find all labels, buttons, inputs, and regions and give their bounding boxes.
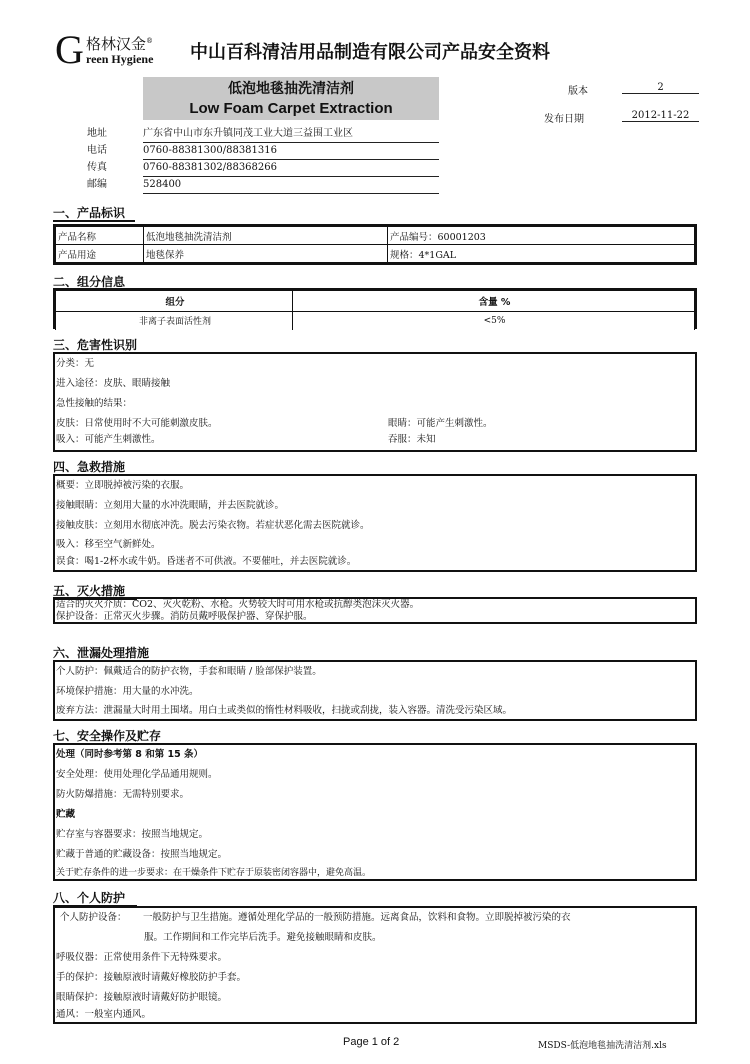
address-value: 广东省中山市东升镇同茂工业大道三益围工业区 — [143, 126, 439, 143]
section-8-title: 八、个人防护 — [53, 891, 137, 907]
text-line: 急性接触的结果： — [56, 398, 133, 409]
text-line: 接触皮肤：立刻用水彻底冲洗。脱去污染衣物。若症状恶化需去医院就诊。 — [56, 520, 370, 531]
text-line: 眼睛保护：接触原液时请戴好防护眼镜。 — [56, 992, 228, 1003]
text-line: 服。工作期间和工作完毕后洗手。避免接触眼睛和皮肤。 — [144, 932, 382, 943]
date-value: 2012-11-22 — [622, 110, 699, 122]
text-line: 呼吸仪器：正常使用条件下无特殊要求。 — [56, 952, 228, 963]
text-line: 安全处理：使用处理化学品通用规则。 — [56, 769, 218, 780]
section-1-title: 一、产品标识 — [53, 206, 135, 222]
table-row — [56, 312, 695, 330]
text-line: 概要：立即脱掉被污染的衣服。 — [56, 480, 190, 491]
hazard-box — [53, 352, 697, 452]
postcode-value: 528400 — [143, 177, 439, 194]
cell: 低泡地毯抽洗清洁剂 — [144, 227, 388, 245]
text-line — [55, 908, 695, 928]
handling-heading: 处理（同时参考第 8 和第 15 条） — [56, 749, 204, 760]
section-3-title: 三、危害性识别 — [53, 338, 151, 354]
section-5-title: 五、灭火措施 — [53, 584, 137, 600]
composition-table — [53, 288, 697, 329]
section-7-title: 七、安全操作及贮存 — [53, 729, 179, 745]
table-row — [56, 291, 695, 312]
postcode-row — [87, 177, 439, 194]
header-cell: 组分 — [56, 291, 293, 312]
cell: 非离子表面活性剂 — [56, 312, 293, 330]
cell: 产品名称 — [56, 227, 144, 245]
first-aid-box — [53, 474, 697, 572]
logo-letter: G — [55, 27, 84, 72]
text-line: 贮藏于普通的贮藏设备：按照当地规定。 — [56, 849, 228, 860]
ppe-text: 一般防护与卫生措施。遵循处理化学品的一般预防措施。远离食品，饮料和食物。立即脱掉被污染的衣 — [143, 912, 571, 923]
version-value: 2 — [622, 82, 699, 94]
storage-heading: 贮藏 — [56, 809, 76, 820]
section-2-title: 二、组分信息 — [53, 275, 151, 291]
product-title-box — [143, 77, 439, 120]
spill-box — [53, 660, 697, 721]
section-4-title: 四、急救措施 — [53, 460, 137, 476]
product-name-cn: 低泡地毯抽洗清洁剂 — [228, 81, 354, 97]
cell: 产品编号：60001203 — [388, 227, 695, 245]
text-line — [55, 432, 695, 448]
page-number: Page 1 of 2 — [343, 1036, 400, 1048]
postcode-label: 邮编 — [87, 179, 107, 190]
address-row — [87, 126, 439, 143]
ppe-label: 个人防护设备： — [60, 912, 127, 923]
text-line: 误食：喝1-2杯水或牛奶。昏迷者不可供液。不要催吐，并去医院就诊。 — [56, 556, 357, 567]
text-line: 适合的灭火介质：CO2、灭火乾粉、水枪。火势较大时可用水枪或抗醇类泡沫灭火器。 — [56, 599, 420, 610]
swallow-text: 吞服：未知 — [388, 434, 436, 445]
skin-text: 皮肤：日常使用时不大可能刺激皮肤。 — [56, 418, 218, 429]
phone-value: 0760-88381300/88381316 — [143, 143, 439, 160]
phone-label: 电话 — [87, 145, 107, 156]
table-row — [56, 245, 695, 263]
page-title: 中山百科清洁用品制造有限公司产品安全资料 — [190, 42, 550, 63]
cell: 规格：4*1GAL — [388, 245, 695, 263]
logo-cn: 格林汉金® — [86, 35, 154, 53]
inhale-text: 吸入：可能产生刺激性。 — [56, 434, 161, 445]
logo-en: reen Hygiene — [86, 52, 154, 66]
text-line: 贮存室与容器要求：按照当地规定。 — [56, 829, 209, 840]
file-name: MSDS-低泡地毯抽洗清洁剂.xls — [538, 1041, 667, 1051]
text-line: 环境保护措施：用大量的水冲洗。 — [56, 686, 199, 697]
table-row — [56, 227, 695, 245]
phone-row — [87, 143, 439, 160]
eye-text: 眼睛：可能产生刺激性。 — [388, 418, 493, 429]
cell: 产品用途 — [56, 245, 144, 263]
text-line: 防火防爆措施：无需特别要求。 — [56, 789, 190, 800]
text-line: 个人防护：佩戴适合的防护衣物，手套和眼睛 / 脸部保护装置。 — [56, 666, 322, 677]
text-line: 保护设备：正常灭火步骤。消防员戴呼吸保护器、穿保护服。 — [56, 611, 313, 622]
fax-label: 传真 — [87, 162, 107, 173]
text-line: 手的保护：接触原液时请戴好橡胶防护手套。 — [56, 972, 247, 983]
fax-row — [87, 160, 439, 177]
cell: <5% — [293, 312, 695, 330]
section-6-title: 六、泄漏处理措施 — [53, 646, 165, 662]
personal-protection-box — [53, 906, 697, 1024]
date-label: 发布日期 — [544, 114, 584, 125]
fire-box — [53, 597, 697, 624]
text-line: 进入途径：皮肤、眼睛接触 — [56, 378, 171, 389]
header-cell: 含量 % — [293, 291, 695, 312]
product-name-en: Low Foam Carpet Extraction — [189, 100, 393, 117]
version-label: 版本 — [568, 86, 588, 97]
address-label: 地址 — [87, 128, 107, 139]
text-line: 接触眼睛：立刻用大量的水冲洗眼睛，并去医院就诊。 — [56, 500, 285, 511]
product-id-table — [53, 224, 697, 265]
text-line: 关于贮存条件的进一步要求：在干燥条件下贮存于原装密闭容器中，避免高温。 — [56, 868, 372, 878]
fax-value: 0760-88381302/88368266 — [143, 160, 439, 177]
text-line: 废弃方法：泄漏量大时用土围堵。用白土或类似的惰性材料吸收，扫拢或刮拢，装入容器。清洗受污染区域。 — [56, 705, 513, 716]
handling-storage-box — [53, 743, 697, 881]
text-line: 分类：无 — [56, 358, 95, 369]
cell: 地毯保养 — [144, 245, 388, 263]
text-line — [55, 414, 695, 432]
text-line: 通风：一般室内通风。 — [56, 1009, 152, 1020]
text-line: 吸入：移至空气新鲜处。 — [56, 539, 161, 550]
